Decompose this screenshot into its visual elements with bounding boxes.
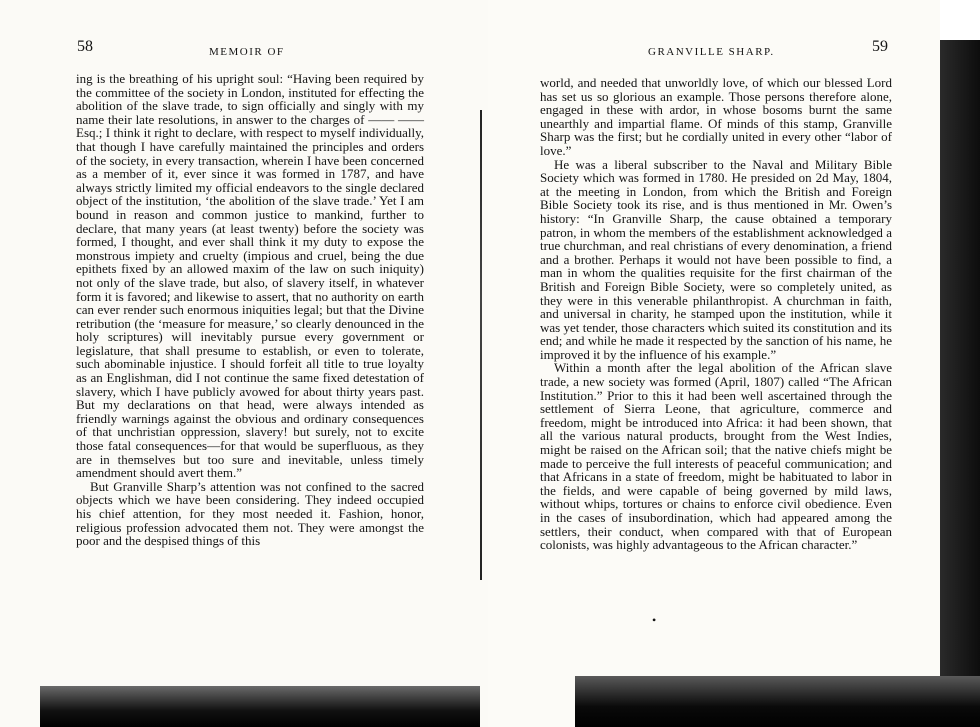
right-paragraph-1: world, and needed that unworldly love, of which our blessed Lord has set us so glorious an example. Those persons therefore alone, engaged in these with ardor, in whose bosoms burnt the same unearthly and impartial flame. Of minds of this stamp, Granville Sharp was the first; but he cordially united in every other “labor of love.” xyxy=(540,75,892,158)
left-page-number: 58 xyxy=(77,38,93,55)
right-body-text xyxy=(540,76,892,552)
gutter-line xyxy=(480,110,482,580)
left-paragraph-1: ing is the breathing of his upright soul: “Having been required by the committee of the society in London, instituted for effecting the abolition of the slave trade, to sign officially and singly with my name their late resolutions, in answer to the charges of —— —— Esq.; I think it right to declare, with respect to myself individually, that though I have carefully maintained the principles and orders of the society, in every transaction, wherein I have been concerned as a member of it, ever since it was formed in 1787, and have always strictly limited my official endeavors to the single declared object of the institution, ‘the abolition of the slave trade.’ Yet I am bound in reason and common justice to mankind, further to declare, that many years (at least twenty) before the society was formed, I thought, and ever shall think it my duty to expose the monstrous impiety and cruelty (impious and cruel, being the due epithets fixed by an allowed maxim of the law on such iniquity) not only of the slave trade, but also, of slavery itself, in whatever form it is favored; and likewise to assert, that no authority on earth can ever render such enormous iniquities legal; but that the Divine retribution (the ‘measure for measure,’ so clearly denounced in the holy scriptures) will inevitably pursue every government or legislature, that shall presume to establish, or even to tolerate, such abominable injustice. I should forfeit all title to true loyalty as an Englishman, did I not continue the same fixed detestation of slavery, which I have publicly avowed for about thirty years past. But my declarations on that head, were always intended as friendly warnings against the obvious and ordinary consequences of that unchristian oppression, slavery! but surely, not to excite those fatal consequences—for that would be superfluous, as they are in themselves but too sure and inevitable, unless timely amendment should avert them.” xyxy=(76,71,424,481)
book-edge-shadow xyxy=(940,40,980,690)
left-body-text xyxy=(76,72,424,548)
left-page xyxy=(0,0,488,727)
right-paragraph-3: Within a month after the legal abolition of the African slave trade, a new society was formed (April, 1807) called “The African Institution.” Prior to this it had been well ascertained through the settlement of Sierra Leone, that agriculture, commerce and freedom, might be introduced into Africa: it had been shown, that all the various natural products, brought from the West Indies, might be raised on the African soil; that the native chiefs might be made to perceive the full interests of peaceful communication; and that Africans in a state of freedom, might be habituated to labor in the fields, and were capable of being governed by mild laws, without whips, tortures or chains to enforce civil obedience. Even in the cases of insubordination, which had appeared among the settlers, their conduct, when compared with that of European colonists, was highly advantageous to the African character.” xyxy=(540,360,892,553)
bottom-shadow-right xyxy=(575,676,980,727)
left-running-head: MEMOIR OF xyxy=(209,46,285,58)
ink-dot: • xyxy=(652,613,657,627)
right-page-number: 59 xyxy=(872,38,888,55)
bottom-shadow-left xyxy=(40,686,480,727)
right-paragraph-2: He was a liberal subscriber to the Naval and Military Bible Society which was formed in 1780. He presided on 2d May, 1804, at the meeting in London, from which the British and Foreign Bible Society took its rise, and is thus mentioned in Mr. Owen’s history: “In Granville Sharp, the cause obtained a temporary patron, in whom the members of the establishment acknowledged a true churchman, and real christians of every denomination, a friend and a brother. Perhaps it would not have been possible to find, a man in whom the qualities requisite for the first chairman of the British and Foreign Bible Society, were so completely united, as they were in this venerable philanthropist. A churchman in faith, and universal in charity, he stamped upon the institution, while it was yet tender, those characters which suited its constitution and its end; and while he made it respected by the sanction of his name, he improved it by the influence of his example.” xyxy=(540,156,892,362)
right-running-head: GRANVILLE SHARP. xyxy=(648,46,775,58)
left-paragraph-2: But Granville Sharp’s attention was not confined to the sacred objects which we have been considering. They indeed occupied his chief attention, for they most needed it. Fashion, honor, religious profession advocated them not. They were amongst the poor and the despised things of this xyxy=(76,478,424,549)
